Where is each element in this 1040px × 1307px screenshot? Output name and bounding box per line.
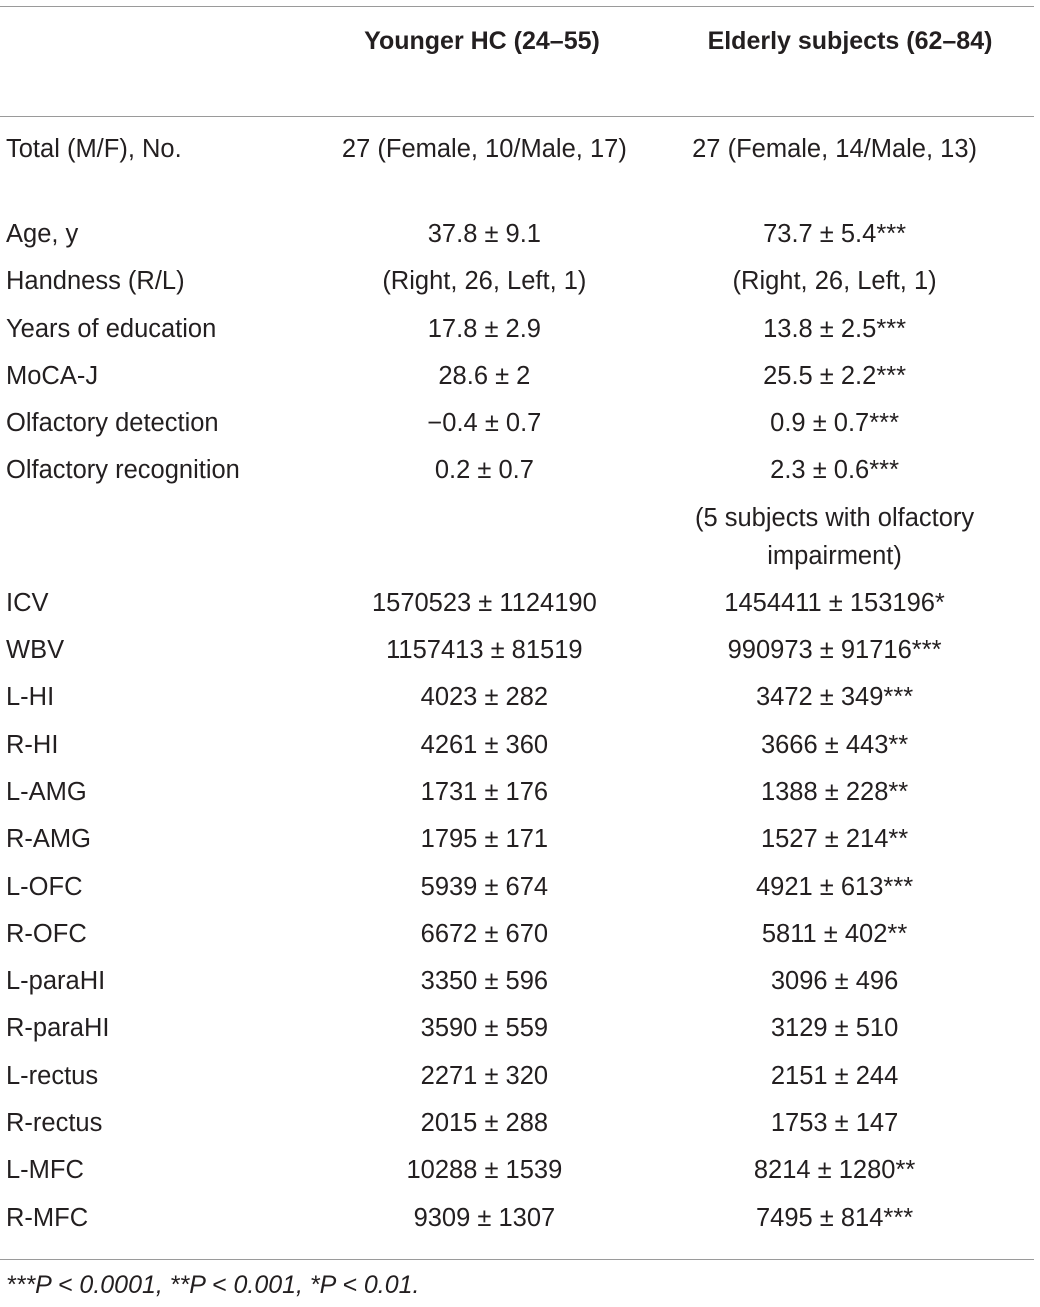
elderly-cell [635,130,1034,215]
row-label [0,499,334,584]
elderly-value: 3096 ± 496 [770,967,899,996]
elderly-value: 5811 ± 402** [761,919,908,948]
elderly-value: 73.7 ± 5.4*** [763,220,907,248]
footnote: ***P < 0.0001, **P < 0.001, *P < 0.01. [6,1271,420,1299]
younger-value: 9309 ± 1307 [413,1203,556,1232]
elderly-value: 27 (Female, 14/Male, 13) [692,135,978,163]
table-row [0,499,1034,584]
row-label: L-OFC [6,872,83,901]
row-label: R-AMG [6,825,91,854]
younger-value: 10288 ± 1539 [406,1156,563,1185]
younger-value: 28.6 ± 2 [438,361,531,390]
row-label: WBV [6,636,65,665]
table-row [0,962,1034,1009]
elderly-value: 1388 ± 228** [760,777,909,806]
elderly-value: 3129 ± 510 [770,1014,899,1043]
elderly-value: 3666 ± 443** [760,730,909,759]
row-label: L-rectus [6,1061,99,1090]
row-label: Age, y [6,220,79,248]
younger-value: 3590 ± 559 [420,1014,549,1043]
younger-value: 1570523 ± 1124190 [371,588,597,617]
elderly-value: 990973 ± 91716*** [727,636,942,665]
younger-value: 27 (Female, 10/Male, 17) [341,135,627,163]
younger-value: 4261 ± 360 [420,730,549,759]
row-label: Olfactory detection [6,409,219,438]
elderly-value: 1753 ± 147 [770,1109,899,1138]
younger-value: 3350 ± 596 [420,967,549,996]
row-label: Olfactory recognition [6,456,240,485]
table-row [0,1151,1034,1198]
younger-value: (Right, 26, Left, 1) [382,267,587,296]
column-header-elderly: Elderly subjects (62–84) [707,27,993,55]
table-row [0,915,1034,962]
younger-value: −0.4 ± 0.7 [427,409,542,438]
elderly-value: 4921 ± 613*** [755,872,914,901]
younger-value: 4023 ± 282 [420,683,549,712]
table-row [0,130,1034,215]
table-row [0,451,1034,498]
elderly-value: 2.3 ± 0.6*** [770,456,899,485]
table-row [0,678,1034,725]
row-label: Handness (R/L) [6,267,185,296]
table-row [0,1199,1034,1246]
row-label: ICV [6,588,49,617]
younger-value [334,499,636,584]
row-label: L-AMG [6,777,87,806]
table-row [0,215,1034,262]
top-rule [0,6,1034,7]
row-label: MoCA-J [6,361,99,390]
elderly-value: 13.8 ± 2.5*** [763,314,907,343]
row-label: L-HI [6,683,55,712]
younger-value: 0.2 ± 0.7 [434,456,534,485]
elderly-value: 7495 ± 814*** [755,1203,914,1232]
table-row [0,773,1034,820]
table-row [0,310,1034,357]
elderly-value: 8214 ± 1280** [753,1156,916,1185]
row-label: L-MFC [6,1156,84,1185]
column-header-younger: Younger HC (24–55) [364,27,600,55]
younger-value: 1795 ± 171 [420,825,549,854]
younger-value: 1731 ± 176 [420,777,549,806]
row-label: R-MFC [6,1203,89,1232]
younger-value: 37.8 ± 9.1 [427,220,541,248]
row-label: Years of education [6,314,217,343]
younger-value: 17.8 ± 2.9 [427,314,541,343]
table-row [0,262,1034,309]
elderly-value: 2151 ± 244 [770,1061,899,1090]
table-row [0,584,1034,631]
elderly-value: 0.9 ± 0.7*** [770,409,899,438]
younger-value: 5939 ± 674 [420,872,549,901]
table-row [0,357,1034,404]
elderly-value: 1454411 ± 153196* [724,588,945,617]
elderly-value: (Right, 26, Left, 1) [732,267,937,296]
bottom-rule [0,1259,1034,1260]
table-row [0,820,1034,867]
elderly-value: 3472 ± 349*** [755,683,914,712]
elderly-value: 25.5 ± 2.2*** [763,361,907,390]
data-table [0,130,1034,1246]
row-label: L-paraHI [6,967,106,996]
row-label: Total (M/F), No. [6,135,182,163]
row-label: R-HI [6,730,59,759]
table-row [0,726,1034,773]
header-rule [0,116,1034,117]
younger-value: 2015 ± 288 [420,1109,549,1138]
table-row [0,404,1034,451]
row-label: R-OFC [6,919,87,948]
row-label: R-paraHI [6,1014,110,1043]
table-row [0,868,1034,915]
younger-value: 6672 ± 670 [420,919,549,948]
table-row [0,1057,1034,1104]
table-row [0,631,1034,678]
row-label: R-rectus [6,1109,103,1138]
younger-value: 2271 ± 320 [420,1061,549,1090]
younger-value: 1157413 ± 81519 [386,636,583,665]
table-row [0,1104,1034,1151]
elderly-cell [635,499,1034,584]
elderly-value: 1527 ± 214** [760,825,909,854]
elderly-value: (5 subjects with olfactory impairment) [694,503,975,570]
table-row [0,1009,1034,1056]
